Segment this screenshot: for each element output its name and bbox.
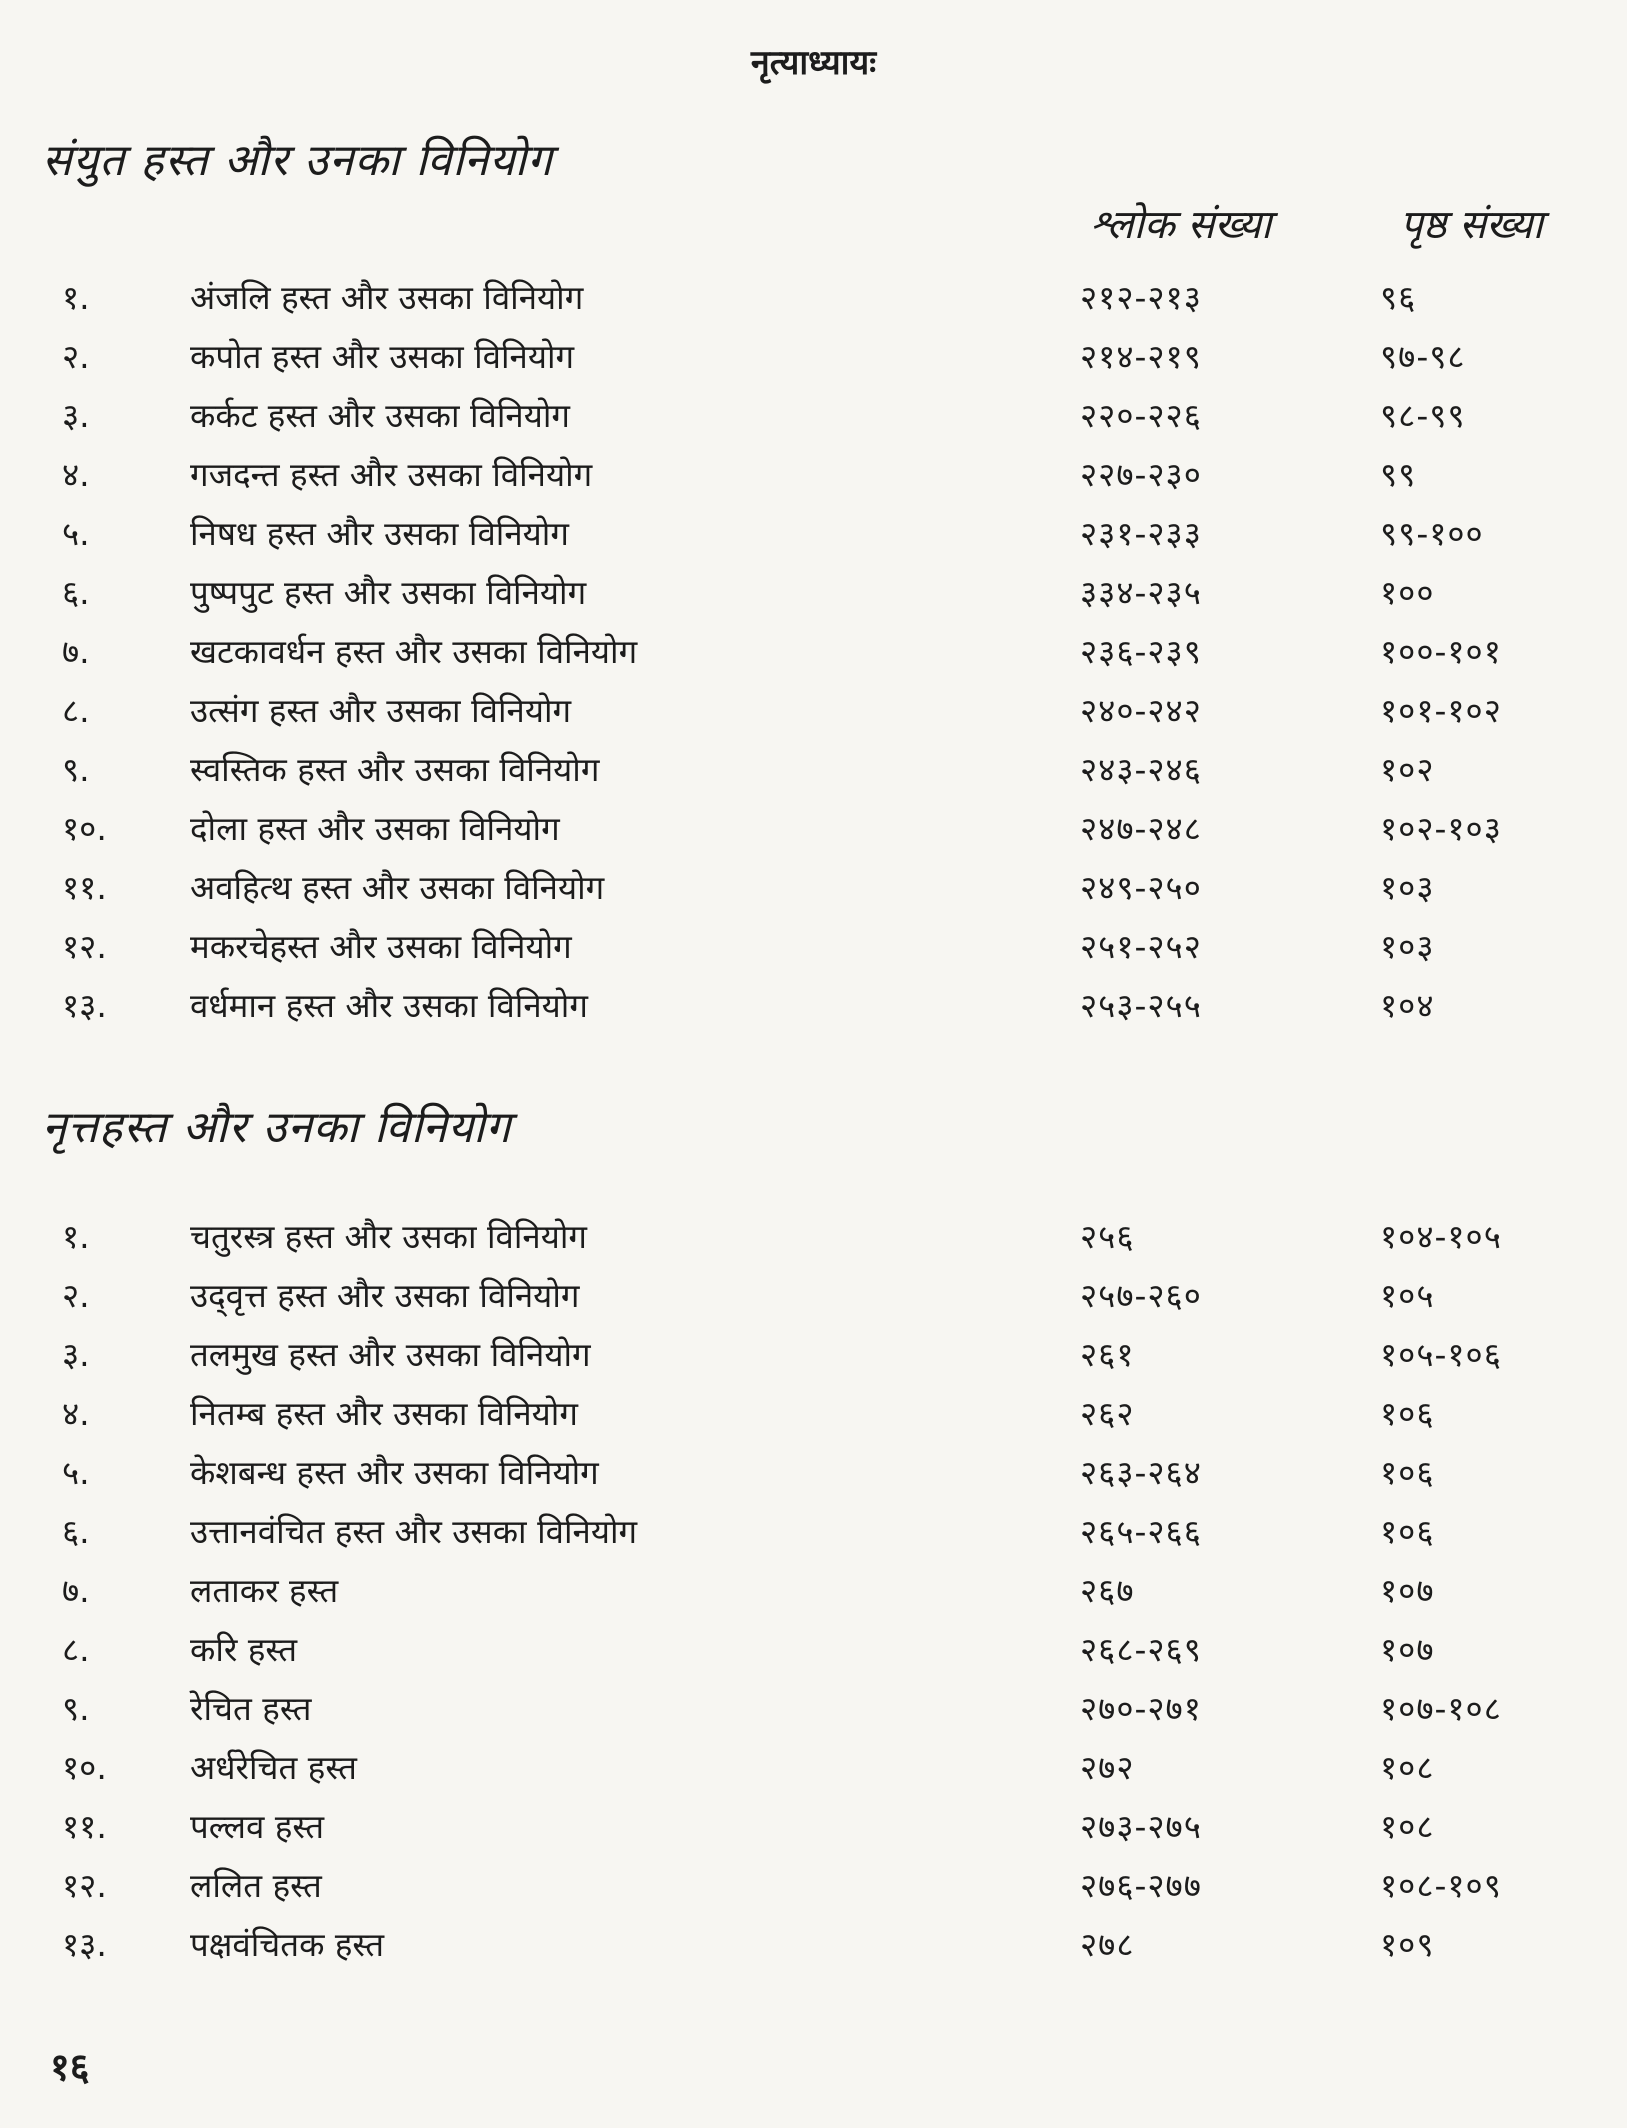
item-name: पुष्पपुट हस्त और उसका विनियोग: [190, 573, 587, 612]
item-number: ४.: [62, 1394, 90, 1433]
list-item: [0, 563, 1627, 622]
item-number: ३.: [62, 1335, 90, 1374]
list-item: [0, 740, 1627, 799]
list-item: [0, 1325, 1627, 1384]
item-number: ५.: [62, 514, 90, 553]
item-number: १०.: [62, 1748, 107, 1787]
item-number: १०.: [62, 809, 107, 848]
list-item: [0, 1561, 1627, 1620]
item-shloka: २६८-२६९: [1080, 1630, 1202, 1669]
list-item: [0, 799, 1627, 858]
list-item: [0, 1207, 1627, 1266]
section-title-samyuta: संयुत हस्त और उनका विनियोग: [42, 135, 553, 186]
item-number: १.: [62, 278, 90, 317]
item-number: ११.: [62, 868, 107, 907]
list-item: [0, 504, 1627, 563]
item-shloka: २५७-२६०: [1080, 1276, 1202, 1315]
item-shloka: २४३-२४६: [1080, 750, 1202, 789]
item-shloka: २७०-२७१: [1080, 1689, 1202, 1728]
item-name: दोला हस्त और उसका विनियोग: [190, 809, 560, 848]
item-number: २.: [62, 1276, 90, 1315]
list-item: [0, 858, 1627, 917]
item-name: लताकर हस्त: [190, 1571, 339, 1610]
item-name: अर्धरेचित हस्त: [190, 1748, 357, 1787]
item-name: उद्‌वृत्त हस्त और उसका विनियोग: [190, 1276, 580, 1315]
list-item: [0, 1266, 1627, 1325]
item-number: २.: [62, 337, 90, 376]
item-shloka: २६५-२६६: [1080, 1512, 1202, 1551]
item-shloka: २५३-२५५: [1080, 986, 1202, 1025]
item-number: ३.: [62, 396, 90, 435]
item-name: निषध हस्त और उसका विनियोग: [190, 514, 569, 553]
item-number: ११.: [62, 1807, 107, 1846]
item-number: ९.: [62, 750, 90, 789]
item-name: रेचित हस्त: [190, 1689, 312, 1728]
item-name: अंजलि हस्त और उसका विनियोग: [190, 278, 584, 317]
item-name: केशबन्ध हस्त और उसका विनियोग: [190, 1453, 599, 1492]
item-shloka: २२०-२२६: [1080, 396, 1202, 435]
item-name: ललित हस्त: [190, 1866, 322, 1905]
item-page: १०८: [1380, 1807, 1435, 1846]
item-page: १०३: [1380, 868, 1435, 907]
list-item: [0, 327, 1627, 386]
item-page: १०७: [1380, 1630, 1435, 1669]
item-page: १०५: [1380, 1276, 1435, 1315]
item-page: १०७: [1380, 1571, 1435, 1610]
item-page: ९९: [1380, 455, 1417, 494]
item-shloka: २६१: [1080, 1335, 1135, 1374]
item-shloka: २६२: [1080, 1394, 1135, 1433]
item-number: १३.: [62, 986, 107, 1025]
list-item: [0, 1856, 1627, 1915]
item-page: १०६: [1380, 1453, 1435, 1492]
item-name: स्वस्तिक हस्त और उसका विनियोग: [190, 750, 600, 789]
item-number: ८.: [62, 1630, 90, 1669]
item-number: ७.: [62, 1571, 90, 1610]
column-header-page: पृष्ठ संख्या: [1400, 202, 1543, 248]
list-item: [0, 1915, 1627, 1974]
page-number: १६: [50, 2045, 90, 2089]
item-page: १०६: [1380, 1512, 1435, 1551]
item-name: पल्लव हस्त: [190, 1807, 325, 1846]
list-item: [0, 622, 1627, 681]
item-page: १०४: [1380, 986, 1435, 1025]
item-page: १०३: [1380, 927, 1435, 966]
list-item: [0, 1738, 1627, 1797]
item-name: खटकावर्धन हस्त और उसका विनियोग: [190, 632, 638, 671]
item-number: ४.: [62, 455, 90, 494]
item-number: ६.: [62, 573, 90, 612]
item-name: मकरचेहस्त और उसका विनियोग: [190, 927, 572, 966]
item-page: ९८-९९: [1380, 396, 1466, 435]
list-item: [0, 1620, 1627, 1679]
list-item: [0, 681, 1627, 740]
item-name: उत्तानवंचित हस्त और उसका विनियोग: [190, 1512, 638, 1551]
item-shloka: २४९-२५०: [1080, 868, 1202, 907]
nritta-hasta-list: [0, 1207, 1627, 1974]
item-name: चतुरस्त्र हस्त और उसका विनियोग: [190, 1217, 588, 1256]
item-number: ९.: [62, 1689, 90, 1728]
item-number: १२.: [62, 927, 107, 966]
item-shloka: २६३-२६४: [1080, 1453, 1202, 1492]
item-shloka: २२७-२३०: [1080, 455, 1202, 494]
list-item: [0, 386, 1627, 445]
list-item: [0, 268, 1627, 327]
item-name: गजदन्त हस्त और उसका विनियोग: [190, 455, 593, 494]
item-page: १०९: [1380, 1925, 1435, 1964]
item-shloka: २४०-२४२: [1080, 691, 1202, 730]
item-name: कर्कट हस्त और उसका विनियोग: [190, 396, 571, 435]
item-name: नितम्ब हस्त और उसका विनियोग: [190, 1394, 578, 1433]
list-item: [0, 1443, 1627, 1502]
item-shloka: २३१-२३३: [1080, 514, 1202, 553]
item-shloka: २७३-२७५: [1080, 1807, 1202, 1846]
list-item: [0, 976, 1627, 1035]
item-page: १००: [1380, 573, 1435, 612]
item-name: तलमुख हस्त और उसका विनियोग: [190, 1335, 591, 1374]
item-number: ६.: [62, 1512, 90, 1551]
item-page: ९९-१००: [1380, 514, 1484, 553]
item-number: १.: [62, 1217, 90, 1256]
list-item: [0, 1502, 1627, 1561]
item-shloka: २४७-२४८: [1080, 809, 1202, 848]
item-shloka: २७८: [1080, 1925, 1135, 1964]
item-number: १३.: [62, 1925, 107, 1964]
list-item: [0, 445, 1627, 504]
running-head: नृत्याध्यायः: [750, 43, 877, 83]
column-headers: [0, 195, 1627, 255]
item-page: १०८-१०९: [1380, 1866, 1502, 1905]
item-page: १०१-१०२: [1380, 691, 1502, 730]
item-page: १०२: [1380, 750, 1435, 789]
item-number: १२.: [62, 1866, 107, 1905]
item-shloka: २५१-२५२: [1080, 927, 1202, 966]
item-page: ९६: [1380, 278, 1417, 317]
item-name: कपोत हस्त और उसका विनियोग: [190, 337, 575, 376]
item-page: १०६: [1380, 1394, 1435, 1433]
item-name: करि हस्त: [190, 1630, 298, 1669]
item-number: ५.: [62, 1453, 90, 1492]
item-shloka: २३६-२३९: [1080, 632, 1202, 671]
samyuta-hasta-list: [0, 268, 1627, 1035]
item-name: अवहित्थ हस्त और उसका विनियोग: [190, 868, 605, 907]
item-page: १०२-१०३: [1380, 809, 1502, 848]
item-shloka: ३३४-२३५: [1080, 573, 1202, 612]
item-page: ९७-९८: [1380, 337, 1466, 376]
item-shloka: २७२: [1080, 1748, 1135, 1787]
list-item: [0, 1679, 1627, 1738]
item-name: वर्धमान हस्त और उसका विनियोग: [190, 986, 588, 1025]
item-page: १०५-१०६: [1380, 1335, 1502, 1374]
section-title-nritta: नृत्तहस्त और उनका विनियोग: [42, 1102, 512, 1153]
item-page: १००-१०१: [1380, 632, 1502, 671]
item-page: १०८: [1380, 1748, 1435, 1787]
item-page: १०७-१०८: [1380, 1689, 1502, 1728]
list-item: [0, 917, 1627, 976]
item-shloka: २७६-२७७: [1080, 1866, 1202, 1905]
item-number: ७.: [62, 632, 90, 671]
item-shloka: २५६: [1080, 1217, 1135, 1256]
item-name: उत्संग हस्त और उसका विनियोग: [190, 691, 572, 730]
item-shloka: २६७: [1080, 1571, 1135, 1610]
item-page: १०४-१०५: [1380, 1217, 1502, 1256]
list-item: [0, 1384, 1627, 1443]
column-header-shloka: श्लोक संख्या: [1090, 202, 1272, 248]
item-name: पक्षवंचितक हस्त: [190, 1925, 385, 1964]
list-item: [0, 1797, 1627, 1856]
item-shloka: २१२-२१३: [1080, 278, 1202, 317]
item-shloka: २१४-२१९: [1080, 337, 1202, 376]
item-number: ८.: [62, 691, 90, 730]
